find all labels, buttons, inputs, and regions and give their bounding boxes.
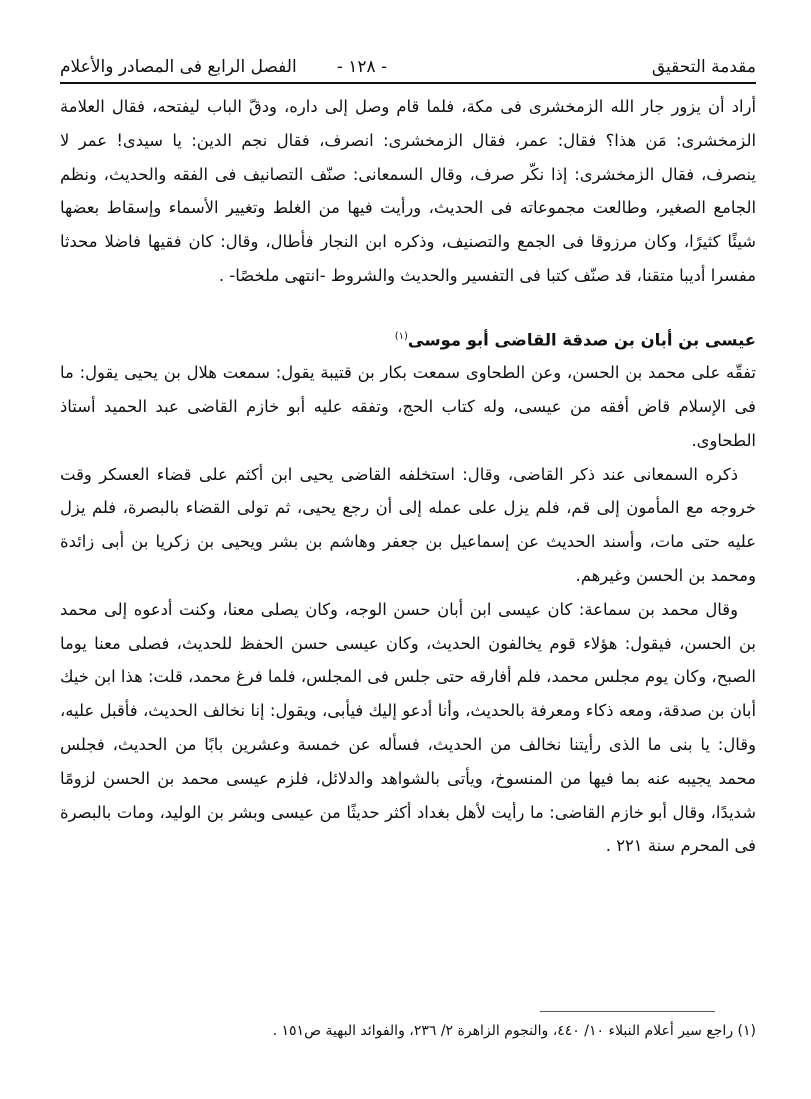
paragraph: ذكره السمعانى عند ذكر القاضى، وقال: استخلفه القاضى يحيى ابن أكثم على قضاء العسكر وقت خروجه مع المأمون إلى قم، فلم يزل على عمله إلى أن رجع يحيى، ثم تولى القضاء بالبصرة، فلم يزل عليه حتى مات، وأسند الحديث عن إسماعيل بن جعفر وهاشم بن بشر ويحيى بن زكريا بن أبى زائدة ومحمد بن الحسن وغيرهم. xyxy=(60,464,756,586)
footnote-separator xyxy=(540,1011,715,1012)
page-body xyxy=(60,90,756,863)
section-heading-text: عيسى بن أبان بن صدقة القاضى أبو موسى xyxy=(407,330,756,350)
paragraph: وقال محمد بن سماعة: كان عيسى ابن أبان حسن الوجه، وكان يصلى معنا، وكنت أدعوه إلى محمد بن الحسن، فيقول: هؤلاء قوم يخالفون الحديث، وكان عيسى حسن الحفظ للحديث، فصلى معنا يوما الصبح، وكان يوم مجلس محمد، فلم أفارقه حتى جلس فى المجلس، فلما فرغ محمد، قلت: هذا ابن خيك أبان بن صدقة، ومعه ذكاء ومعرفة بالحديث، وأنا أدعو إليك فيأبى، ويقول: إنا نخالف الحديث، فأقبل عليه، وقال: يا بنى ما الذى رأيتنا نخالف من الحديث، فسأله عن خمسة وعشرين بابًا من الحديث، فجلس محمد يجيبه عنه بما فيها من المنسوخ، ويأتى بالشواهد والدلائل، فلزم عيسى محمد بن الحسن لزومًا شديدًا، وقال أبو خازم القاضى: ما رأيت لأهل بغداد أكثر حديثًا من عيسى وبشر بن الوليد، ومات بالبصرة فى المحرم سنة ٢٢١ . xyxy=(60,599,756,856)
page-number: - ١٢٨ - xyxy=(336,57,388,77)
book-section-title: مقدمة التحقيق xyxy=(651,57,756,77)
paragraph: تفقّه على محمد بن الحسن، وعن الطحاوى سمعت بكار بن قتيبة يقول: سمعت هلال بن يحيى يقول: ما فى الإسلام قاض أفقه من عيسى، وله كتاب الحج، وتفقه عليه أبو خازم القاضى عبد الحميد أستاذ الطحاوى. xyxy=(60,363,756,450)
chapter-title: الفصل الرابع فى المصادر والأعلام xyxy=(60,57,297,77)
footnote: (١) راجع سير أعلام النبلاء ١٠/ ٤٤٠، والنجوم الزاهرة ٢/ ٢٣٦، والفوائد البهية ص١٥١ . xyxy=(272,1023,756,1039)
running-header xyxy=(60,52,756,84)
paragraph-continued: أراد أن يزور جار الله الزمخشرى فى مكة، فلما قام وصل إلى داره، ودقّ الباب ليفتحه، فقال العلامة الزمخشرى: مَن هذا؟ فقال: عمر، فقال الزمخشرى: انصرف، فقال نجم الدين: يا سيدى! عمر لا ينصرف، فقال الزمخشرى: إذا نكّر صرف، وقال السمعانى: صنّف التصانيف فى الفقه والحديث، ونظم الجامع الصغير، وطالعت مجموعاته فى الحديث، ورأيت فيها من الغلط وتغيير الأسماء وإسقاط بعضها شيئًا كثيرًا، وكان مرزوقا فى الجمع والتصنيف، وذكره ابن النجار فأطال، وقال: كان فقيها فاضلا محدثا مفسرا أديبا متقنا، قد صنّف كتبا فى التفسير والحديث والشروط -انتهى ملخصًا- . xyxy=(60,97,756,285)
book-page xyxy=(60,52,756,863)
section-heading xyxy=(60,320,756,356)
header-center-group xyxy=(60,54,387,80)
section-spacer xyxy=(60,293,756,320)
footnote-ref[interactable]: (١) xyxy=(394,330,408,342)
